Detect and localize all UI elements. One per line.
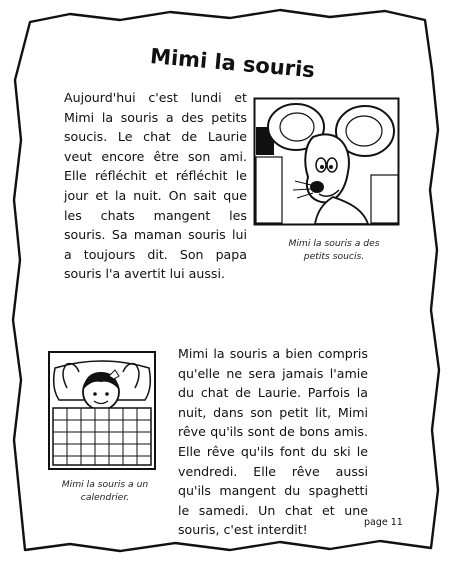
girl-in-bed-icon	[45, 348, 159, 473]
bed-caption: Mimi la souris a un calendrier.	[61, 479, 149, 503]
page-title: Mimi la souris	[149, 44, 316, 83]
mouse-face-icon	[253, 97, 400, 226]
story-paragraph-2: Mimi la souris a bien compris qu'elle ne sera jamais l'amie du chat de Laurie. Parfois la nuit, dans son petit lit, Mimi rêve qu'ils sont de bons amis. Elle rêve qu'ils font du ski le vendredi. Elle rêve aussi qu'ils mangent du spaghetti le samedi. Un chat et une souris, c'est interdit!	[178, 346, 368, 538]
story-paragraph-1: Aujourd'hui c'est lundi et Mimi la souris a des petits soucis. Le chat de Laurie veut encore être son ami. Elle réfléchit et réfléchit le jour et la nuit. On sait que les chats mangent les souris. Sa maman souris lui a toujours dit. Son papa souris l'a avertit lui aussi.	[64, 90, 247, 282]
mouse-caption: Mimi la souris a des petits soucis.	[288, 238, 380, 262]
page-number: page 11	[364, 517, 403, 528]
